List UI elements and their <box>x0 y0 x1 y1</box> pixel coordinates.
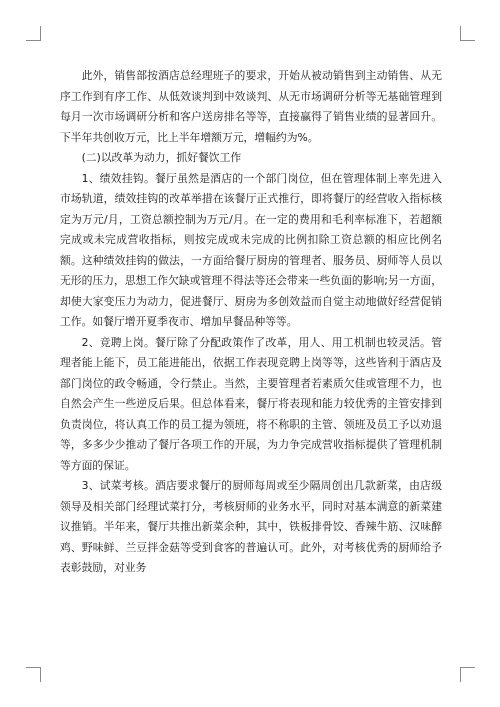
crop-mark-bottom-left <box>26 667 41 682</box>
paragraph-competitive-hiring: 2、竞聘上岗。餐厅除了分配政策作了改革，用人、用工机制也较灵活。管理者能上能下，员工能进能出，依据工作表现竞聘上岗等等，这些皆利于酒店及部门岗位的政令畅通，令行禁止。当然，主要管理者若素质欠佳或管理不力，也自然会产生一些逆反后果。但总体看来，餐厅将表现和能力较优秀的主管安排到负责岗位，将认真工作的员工提为领班，将不称职的主管、领班及员工予以劝退等，多多少少推动了餐厅各项工作的开展，为力争完成营收指标提供了管理机制等方面的保证。 <box>60 335 442 472</box>
section-heading-catering: (二)以改革为动力，抓好餐饮工作 <box>81 151 242 164</box>
paragraph-performance-linking: 1、绩效挂钩。餐厅虽然是酒店的一个部门岗位，但在管理体制上率先进入市场轨道，绩效挂钩的改革举措在该餐厅正式推行，即将餐厅的经营收入指标核定为万元/月，工资总额控制为万元/月。在一定的费用和毛利率标准下，若超额完成或未完成营收指标，则按完成或未完成的比例扣除工资总额的相应比例名额。这种绩效挂钩的做法，一方面给餐厅厨房的管理者、服务员、厨师等人员以无形的压力，思想工作欠缺或管理不得法等还会带来一些负面的影响;另一方面，却使大家变压力为动力，促进餐厅、厨房为多创效益而自觉主动地做好经营促销工作。如餐厅增开夏季夜市、增加早餐品种等等。 <box>60 171 442 328</box>
paragraph-sales-summary: 此外，销售部按酒店总经理班子的要求，开始从被动销售到主动销售、从无序工作到有序工作、从低效谈判到中效谈判、从无市场调研分析等无基础管理到每月一次市场调研分析和客户送房排名等等，直接赢得了销售业绩的显著回升。下半年共创收万元，比上半年增额万元，增幅约为%。 <box>60 69 442 144</box>
crop-mark-bottom-right <box>460 667 475 682</box>
document-body <box>60 66 442 579</box>
paragraph-dish-tasting: 3、试菜考核。酒店要求餐厅的厨师每周或至少隔周创出几款新菜，由店级领导及相关部门经理试菜打分，考核厨师的业务水平，同时对基本满意的新菜建议推销。半年来，餐厅共推出新菜余种，其中，铁板排骨饺、香辣牛筋、汉味醉鸡、野味鲜、兰豆拌金菇等受到食客的普遍认可。此外，对考核优秀的厨师给予表彰鼓励，对业务 <box>60 479 442 574</box>
crop-mark-top-right <box>460 26 475 41</box>
crop-mark-top-left <box>26 26 41 41</box>
